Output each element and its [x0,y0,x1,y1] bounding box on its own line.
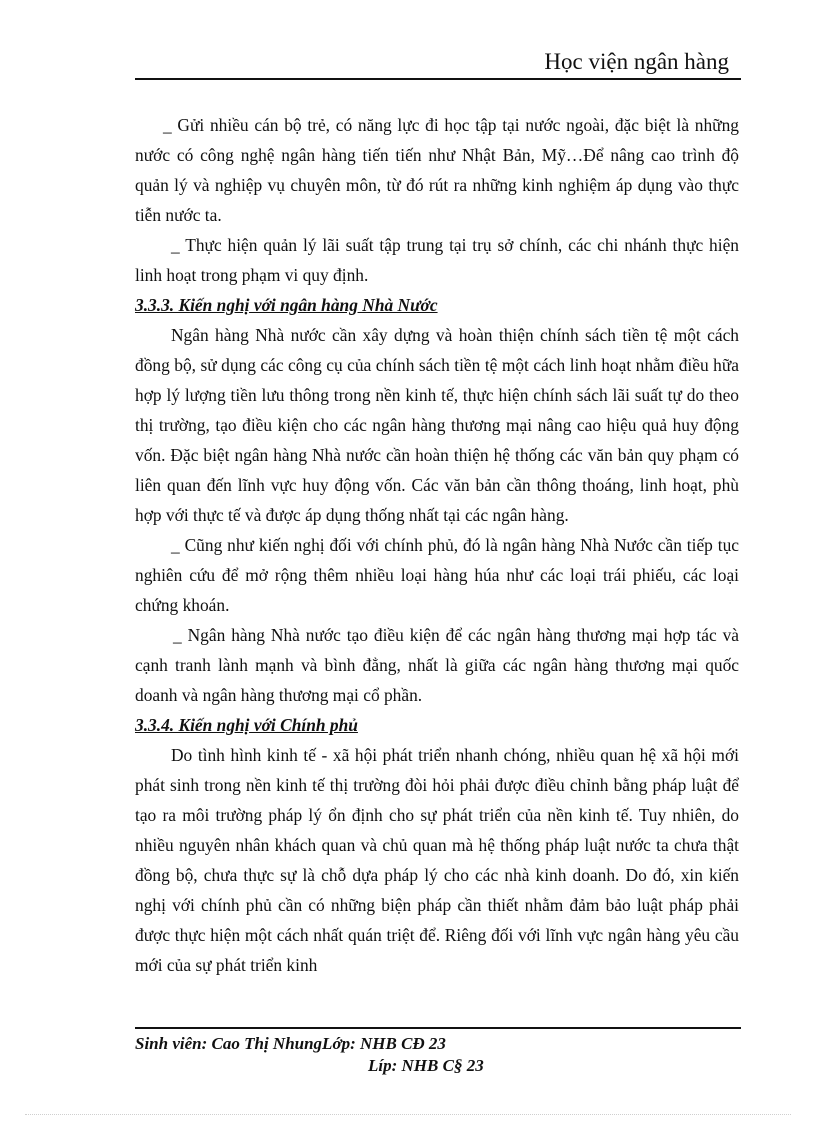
page-footer [135,1027,741,1077]
paragraph-3: Ngân hàng Nhà nước cần xây dựng và hoàn thiện chính sách tiền tệ một cách đồng bộ, sử dụng các công cụ của chính sách tiền tệ một cách linh hoạt nhằm điều hữa hợp lý lượng tiền lưu thông trong nền kinh tế, thực hiện chính sách lãi suất tự do theo thị trường, tạo điều kiện cho các ngân hàng thương mại nâng cao hiệu quả huy động vốn. Đặc biệt ngân hàng Nhà nước cần hoàn thiện hệ thống các văn bản quy phạm có liên quan đến lĩnh vực huy động vốn. Các văn bản cần thông thoáng, linh hoạt, phù hợp với thực tế và được áp dụng thống nhất tại các ngân hàng. [135,325,739,525]
footer-class-line: Líp: NHB C§ 23 [368,1056,484,1075]
paragraph-1: _ Gửi nhiều cán bộ trẻ, có năng lực đi học tập tại nước ngoài, đặc biệt là những nước có công nghệ ngân hàng tiến tiến như Nhật Bản, Mỹ…Để nâng cao trình độ quản lý và nghiệp vụ chuyên môn, từ đó rút ra những kinh nghiệm áp dụng vào thực tiễn nước ta. [135,115,739,225]
document-body [135,110,739,980]
paragraph-6: Do tình hình kinh tế - xã hội phát triển nhanh chóng, nhiều quan hệ xã hội mới phát sinh trong nền kinh tế thị trường đòi hỏi phải được điều chỉnh bằng pháp luật để tạo ra môi trường pháp lý ổn định cho sự phát triển của nền kinh tế. Tuy nhiên, do nhiều nguyên nhân khách quan và chủ quan mà hệ thống pháp luật nước ta chưa thật đồng bộ, chưa thực sự là chỗ dựa pháp lý cho các nhà kinh doanh. Do đó, xin kiến nghị với chính phủ cần có những biện pháp cần thiết nhằm đảm bảo luật pháp phải được thực hiện một cách nhất quán triệt để. Riêng đối với lĩnh vực ngân hàng yêu cầu mới của sự phát triển kinh [135,745,739,975]
page-header [135,48,741,80]
paragraph-2: _ Thực hiện quản lý lãi suất tập trung tại trụ sở chính, các chi nhánh thực hiện linh hoạt trong phạm vi quy định. [135,235,739,285]
page-bottom-divider [25,1114,791,1115]
section-heading-3-3-3: 3.3.3. Kiến nghị với ngân hàng Nhà Nước [135,295,438,315]
paragraph-5: _ Ngân hàng Nhà nước tạo điều kiện để các ngân hàng thương mại hợp tác và cạnh tranh lành mạnh và bình đẳng, nhất là giữa các ngân hàng thương mại quốc doanh và ngân hàng thương mại cổ phần. [135,625,739,705]
paragraph-4: _ Cũng như kiến nghị đối với chính phủ, đó là ngân hàng Nhà Nước cần tiếp tục nghiên cứu để mở rộng thêm nhiều loại hàng húa như các loại trái phiếu, các loại chứng khoán. [135,535,739,615]
footer-student-line: Sinh viên: Cao Thị NhungLớp: NHB CĐ 23 [135,1034,446,1053]
section-heading-3-3-4: 3.3.4. Kiến nghị với Chính phủ [135,715,358,735]
header-title: Học viện ngân hàng [544,49,729,74]
